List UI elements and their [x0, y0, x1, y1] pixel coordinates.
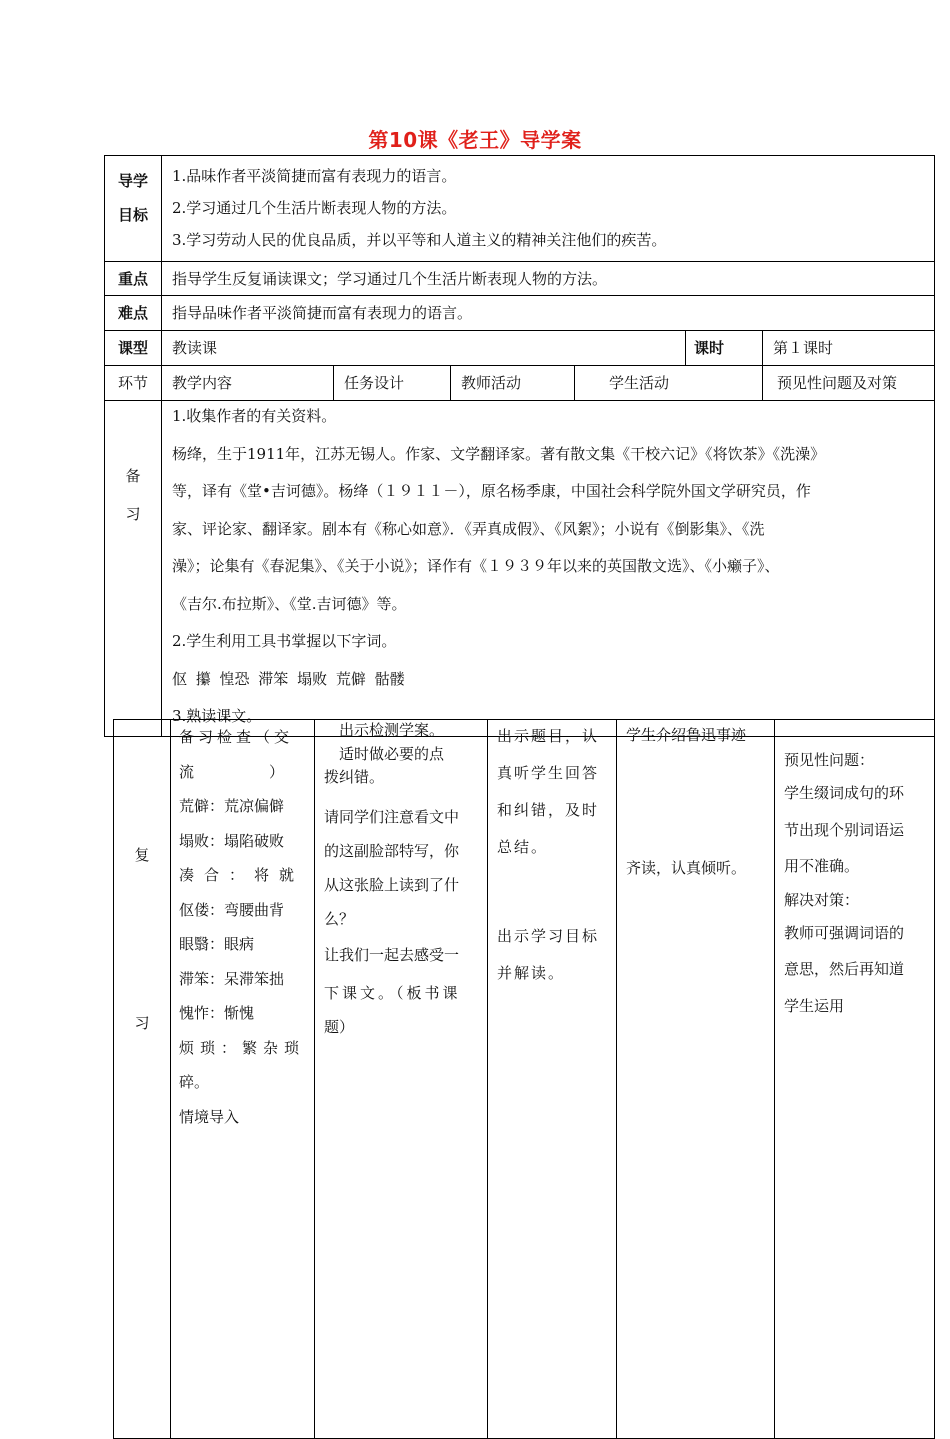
teacher-line: 总结。 [497, 838, 549, 856]
course-type-value: 教读课 [162, 331, 686, 366]
difficulty-label: 难点 [105, 296, 162, 331]
review-line: 眼翳：眼病 [179, 935, 255, 953]
preview-line: 澡》；论集有《春泥集》、《关于小说》；译作有《１９３９年以来的英国散文选》、《小癞子》、 [172, 557, 780, 575]
predict-line: 节出现个别词语运 [784, 820, 905, 839]
review-line: 凑合：将就 [179, 866, 305, 884]
student-line: 齐读，认真倾听。 [626, 859, 747, 877]
preview-line: 1.收集作者的有关资料。 [172, 407, 337, 425]
task-line: 拨纠错。 [324, 768, 385, 786]
preview-line: 伛 攥 惶恐 滞笨 塌败 荒僻 骷髅 [172, 669, 405, 688]
teacher-line: 并解读。 [497, 964, 566, 982]
key-point-row [105, 262, 935, 296]
review-line: 滞笨：呆滞笨拙 [179, 969, 285, 988]
key-point-label: 重点 [105, 262, 162, 296]
task-line: 让我们一起去感受一 [324, 945, 460, 964]
preview-line: 2.学生利用工具书掌握以下字词。 [172, 632, 397, 650]
predict-line: 教师可强调词语的 [784, 923, 905, 942]
task-line: 从这张脸上读到了什 [324, 875, 460, 894]
task-line: 适时做必要的点 [324, 744, 445, 763]
difficulty-text: 指导品味作者平淡简捷而富有表现力的语言。 [162, 296, 935, 331]
review-table [113, 719, 935, 1439]
review-line: 荒僻：荒凉偏僻 [179, 797, 285, 815]
preview-line: 3.熟读课文。 [172, 707, 262, 725]
review-line: 情境导入 [179, 1107, 240, 1126]
predict-line: 学生缀词成句的环 [784, 784, 905, 802]
predict-line: 学生运用 [784, 996, 845, 1015]
task-line: 下课文。（板书课 [324, 983, 461, 1002]
review-line: 碎。 [179, 1073, 210, 1091]
difficulty-row [105, 296, 935, 331]
header-cell: 教学内容 [162, 366, 334, 401]
preview-line: 等，译有《堂•吉诃德》。杨绛（１９１１－），原名杨季康，中国社会科学院外国文学研究员，作 [172, 482, 811, 500]
preview-line: 《吉尔.布拉斯》、《堂.吉诃德》等。 [172, 594, 407, 613]
teacher-line: 真听学生回答 [497, 764, 600, 782]
period-value: 第１课时 [763, 331, 935, 366]
header-cell: 预见性问题及对策 [763, 366, 935, 401]
task-line: 出示检测学案。 [324, 721, 445, 739]
predict-line: 预见性问题： [784, 751, 875, 769]
predict-line: 用不准确。 [784, 857, 860, 875]
objective-item: 2.学习通过几个生活片断表现人物的方法。 [172, 199, 457, 217]
review-line: 烦琐：繁杂琐 [179, 1038, 306, 1057]
predict-line: 意思，然后再知道 [784, 960, 905, 978]
student-line: 学生介绍鲁迅事迹 [626, 726, 747, 744]
teacher-line: 和纠错，及时 [497, 801, 600, 819]
preview-line: 家、评论家、翻译家。剧本有《称心如意》．《弄真成假》、《风絮》；小说有《倒影集》、《洗 [172, 519, 765, 538]
review-row [114, 720, 935, 1439]
page-title: 第10课《老王》导学案 [368, 128, 582, 152]
task-line: 题） [324, 1017, 355, 1036]
task-line: 的这副脸部特写，你 [324, 841, 460, 860]
key-point-text: 指导学生反复诵读课文；学习通过几个生活片断表现人物的方法。 [162, 262, 935, 296]
preview-line: 杨绛，生于1911年，江苏无锡人。作家、文学翻译家。著有散文集《干校六记》《将饮茶》《洗澡》 [172, 444, 826, 463]
review-line: 愧怍：惭愧 [179, 1004, 255, 1022]
task-design [315, 720, 488, 1439]
task-line: 请同学们注意看文中 [324, 807, 460, 826]
lesson-plan-table [104, 155, 935, 737]
header-cell: 环节 [105, 366, 162, 401]
teacher-line: 出示题目，认 [497, 727, 600, 745]
header-cell: 任务设计 [334, 366, 451, 401]
preview-content [162, 401, 935, 737]
review-label: 复 习 [114, 720, 171, 1439]
objective-item: 3.学习劳动人民的优良品质，并以平等和人道主义的精神关注他们的疾苦。 [172, 231, 667, 249]
course-type-row [105, 331, 935, 366]
review-content [171, 720, 315, 1439]
header-row [105, 366, 935, 401]
course-type-label: 课型 [105, 331, 162, 366]
objective-item: 1.品味作者平淡简捷而富有表现力的语言。 [172, 167, 457, 185]
review-line: 塌败：塌陷破败 [179, 831, 285, 850]
student-activity [617, 720, 775, 1439]
header-cell: 教师活动 [451, 366, 575, 401]
period-label: 课时 [686, 331, 763, 366]
predicted-problems [775, 720, 935, 1439]
objectives-content [162, 156, 935, 262]
preview-label: 备 习 [105, 401, 162, 737]
review-line: 备习检查（交 [179, 728, 294, 746]
predict-line: 解决对策： [784, 890, 860, 909]
review-line: 伛偻：弯腰曲背 [179, 900, 285, 919]
review-line: 流 ） [179, 762, 285, 781]
preview-row [105, 401, 935, 737]
objectives-label: 导学 目标 [105, 156, 162, 262]
objectives-row [105, 156, 935, 262]
task-line: 么？ [324, 909, 355, 928]
teacher-line: 出示学习目标 [497, 927, 600, 945]
header-cell: 学生活动 [575, 366, 763, 401]
teacher-activity [488, 720, 617, 1439]
